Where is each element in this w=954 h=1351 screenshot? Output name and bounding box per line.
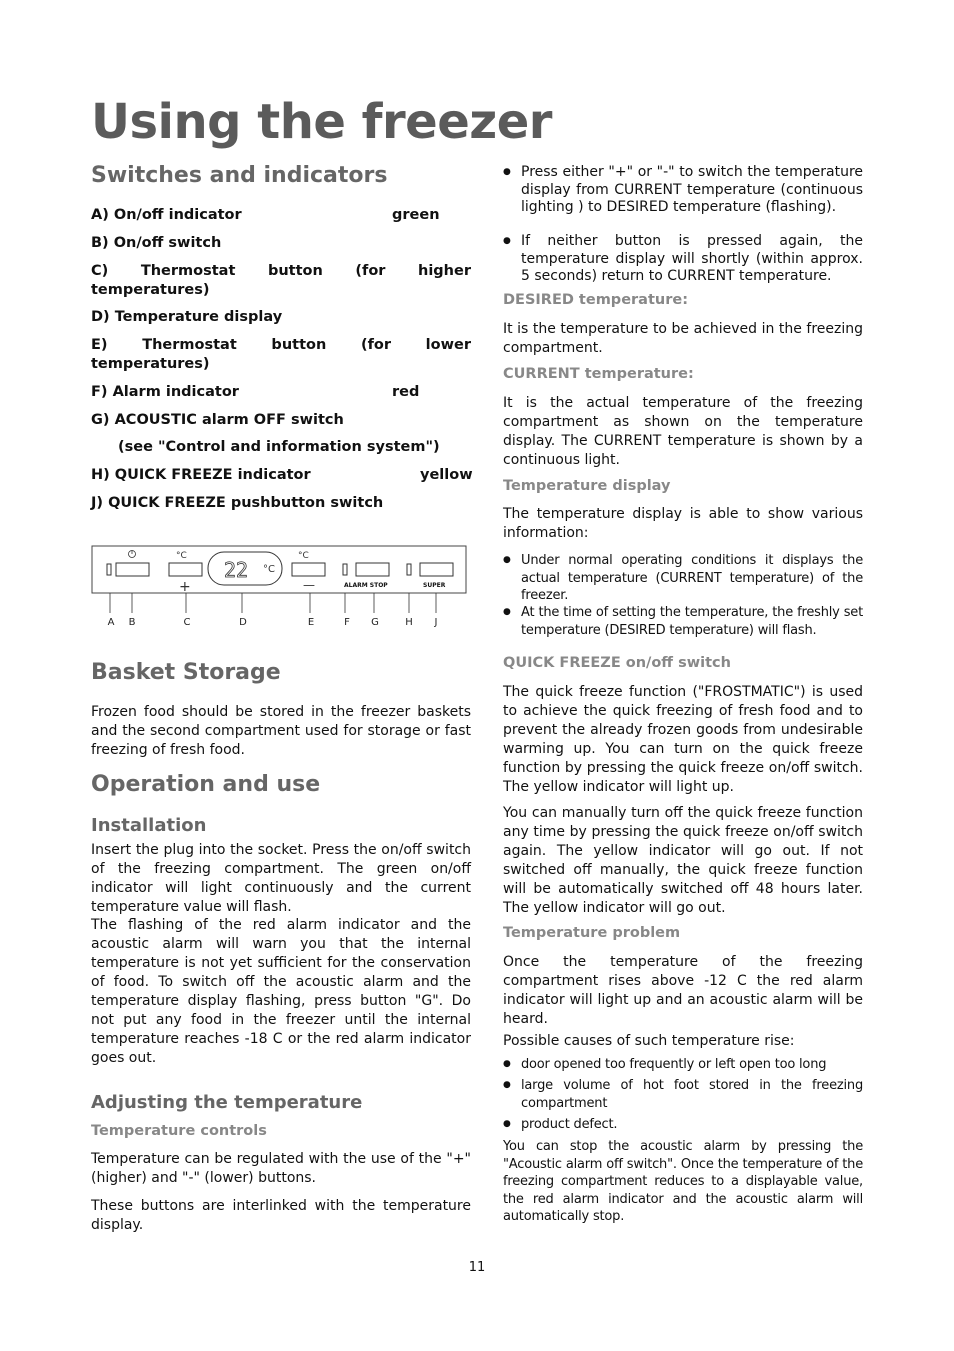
switch-item-c xyxy=(91,262,471,300)
installation-text-1: Insert the plug into the socket. Press the on/off switch of the freezing compartment. The green on/off indicator will light continuously and the current temperature value will flash. xyxy=(91,842,471,915)
letter-j: J xyxy=(434,617,438,628)
switch-item-f xyxy=(91,383,471,402)
page-number: 11 xyxy=(468,1260,486,1275)
basket-text: Frozen food should be stored in the freezer baskets and the second compartment used for storage or fast freezing of fresh food. xyxy=(91,704,471,758)
switch-item-d xyxy=(91,308,471,327)
letter-h: H xyxy=(405,617,413,628)
switch-item-h xyxy=(91,466,471,485)
current-heading: CURRENT temperature: xyxy=(503,366,694,382)
controls-text-2: These buttons are interlinked with the temperature display. xyxy=(91,1198,471,1233)
switch-item-g xyxy=(91,411,471,430)
letter-b: B xyxy=(128,617,136,628)
display-unit: °C xyxy=(263,564,275,575)
basket-heading: Basket Storage xyxy=(91,660,281,685)
switch-label: B) On/off switch xyxy=(91,235,222,251)
switches-heading: Switches and indicators xyxy=(91,163,388,188)
switch-value: yellow xyxy=(420,467,473,483)
switch-label: G) ACOUSTIC alarm OFF switch xyxy=(91,412,344,428)
switch-label: H) QUICK FREEZE indicator xyxy=(91,467,311,483)
switch-label: E) Thermostat button (for lower temperatures) xyxy=(91,337,471,372)
letter-f: F xyxy=(344,617,350,628)
switch-label: A) On/off indicator xyxy=(91,207,242,223)
switch-label: J) QUICK FREEZE pushbutton switch xyxy=(91,495,384,511)
control-panel-diagram xyxy=(91,545,471,635)
operation-heading: Operation and use xyxy=(91,772,321,797)
qf-text-2: You can manually turn off the quick freeze function any time by pressing the quick freeze on/off switch again. The yellow indicator will go out. If not switched off manually, the quick freeze function will be automatically switched off 48 hours later. The yellow indicator will go out. xyxy=(503,805,863,916)
adjusting-heading: Adjusting the temperature xyxy=(91,1092,363,1113)
plus-label: + xyxy=(179,579,191,595)
switch-item-g-note xyxy=(118,438,498,457)
switch-item-b xyxy=(91,234,471,253)
controls-heading: Temperature controls xyxy=(91,1123,267,1139)
svg-text:°C: °C xyxy=(176,551,187,561)
display-heading: Temperature display xyxy=(503,478,671,494)
desired-heading: DESIRED temperature: xyxy=(503,292,688,308)
switch-item-e xyxy=(91,336,471,374)
problem-heading: Temperature problem xyxy=(503,925,681,941)
controls-text-1: Temperature can be regulated with the use of the "+" (higher) and "-" (lower) buttons. xyxy=(91,1151,471,1186)
cause-2: ● large volume of hot foot stored in the freezing compartment xyxy=(503,1077,863,1112)
bullet-return-current: ● If neither button is pressed again, the temperature display will shortly (within approx. 5 seconds) return to CURRENT temperature. xyxy=(503,233,863,286)
qf-heading: QUICK FREEZE on/off switch xyxy=(503,655,731,671)
switch-label: F) Alarm indicator xyxy=(91,384,239,400)
switch-item-a xyxy=(91,206,471,225)
letter-d: D xyxy=(239,617,247,628)
minus-label: — xyxy=(303,578,315,592)
switch-item-j xyxy=(91,494,471,513)
switch-label: (see "Control and information system") xyxy=(118,439,440,455)
desired-text: It is the temperature to be achieved in the freezing compartment. xyxy=(503,321,863,356)
switch-label: C) Thermostat button (for higher temperatures) xyxy=(91,263,471,298)
qf-text-1: The quick freeze function ("FROSTMATIC") is used to achieve the quick freezing of fresh food and to prevent the already frozen goods from undesirable warming up. You can turn on the quick freeze function by pressing the quick freeze on/off switch. The yellow indicator will light up. xyxy=(503,684,863,795)
problem-text-1: Once the temperature of the freezing compartment rises above -12 C the red alarm indicator will light up and an acoustic alarm will be heard. xyxy=(503,954,863,1027)
page-title: Using the freezer xyxy=(91,94,552,150)
current-text: It is the actual temperature of the freezing compartment as shown on the temperature display. The CURRENT temperature is shown by a continuous light. xyxy=(503,395,863,468)
switch-label: D) Temperature display xyxy=(91,309,283,325)
alarm-stop-label: ALARM STOP xyxy=(344,582,388,589)
svg-text:°C: °C xyxy=(298,551,309,561)
switch-value: red xyxy=(392,384,420,400)
cause-1: ● door opened too frequently or left open too long xyxy=(503,1056,863,1074)
super-label: SUPER xyxy=(423,582,446,589)
installation-heading: Installation xyxy=(91,815,207,836)
display-text: The temperature display is able to show various information: xyxy=(503,506,863,541)
problem-text-3: You can stop the acoustic alarm by pressing the "Acoustic alarm off switch". Once the temperature of the freezing compartment reduces to a displayable value, the red alarm indicator and the acoustic alarm will automatically stop. xyxy=(503,1139,863,1224)
display-bullet-2: ● At the time of setting the temperature, the freshly set temperature (DESIRED temperature) will flash. xyxy=(503,604,863,639)
letter-a: A xyxy=(107,617,115,628)
letter-c: C xyxy=(183,617,191,628)
display-bullet-1: ● Under normal operating conditions it displays the actual temperature (CURRENT temperature) of the freezer. xyxy=(503,552,863,605)
letter-e: E xyxy=(307,617,315,628)
installation-text-2: The flashing of the red alarm indicator and the acoustic alarm will warn you that the internal temperature is not yet sufficient for the conservation of food. To switch off the acoustic alarm and the temperature display flashing, press button "G". Do not put any food in the freezer until the internal temperature reaches -18 C or the red alarm indicator goes out. xyxy=(91,917,471,1066)
cause-3: ● product defect. xyxy=(503,1116,863,1134)
problem-text-2: Possible causes of such temperature rise: xyxy=(503,1033,795,1049)
letter-g: G xyxy=(371,617,379,628)
bullet-switch-display: ● Press either "+" or "-" to switch the temperature display from CURRENT temperature (continuous lighting ) to DESIRED temperature (flashing). xyxy=(503,164,863,217)
panel-outline xyxy=(92,546,466,593)
display-digits: 22 xyxy=(224,558,249,582)
switch-value: green xyxy=(392,207,440,223)
